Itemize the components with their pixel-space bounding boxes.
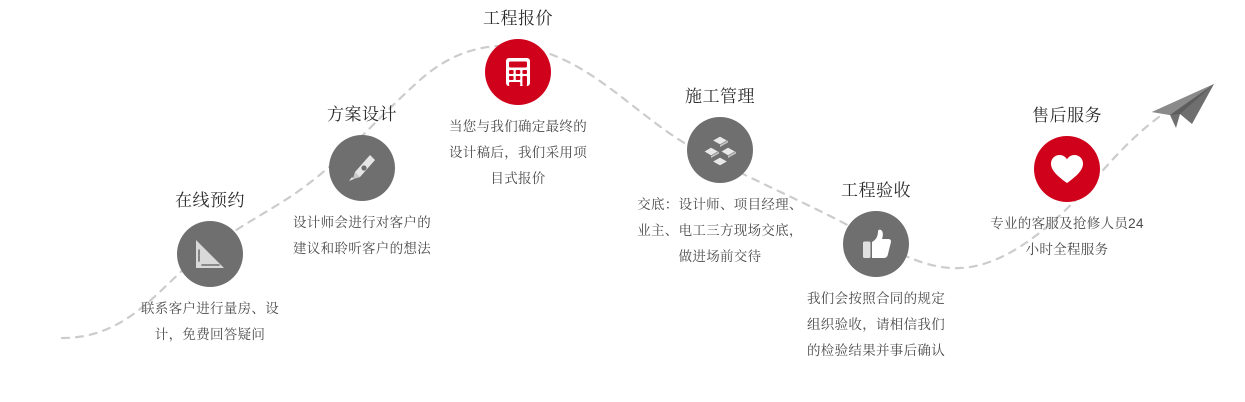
step-description: 我们会按照合同的规定组织验收，请相信我们的检验结果并事后确认	[807, 291, 945, 358]
step-description: 设计师会进行对客户的建议和聆听客户的想法	[293, 215, 431, 256]
step-description: 专业的客服及抢修人员24小时全程服务	[990, 216, 1144, 257]
flow-step-after-sales-service[interactable]	[977, 105, 1157, 263]
calculator-icon	[501, 55, 535, 89]
step-icon-badge[interactable]	[485, 39, 551, 105]
step-description: 交底：设计师、项目经理、业主、电工三方现场交底，做进场前交待	[637, 197, 803, 264]
pen-nib-icon	[345, 151, 379, 185]
step-title: 在线预约	[175, 191, 245, 210]
step-icon-badge[interactable]	[329, 135, 395, 201]
step-icon-badge[interactable]	[843, 211, 909, 277]
step-description: 联系客户进行量房、设计，免费回答疑问	[141, 301, 279, 342]
flow-step-construction-management[interactable]	[630, 86, 810, 270]
step-title: 工程验收	[841, 181, 911, 200]
paper-plane-icon	[1152, 84, 1214, 128]
boxes-icon	[702, 133, 738, 167]
thumbs-up-icon	[859, 227, 893, 261]
heart-icon	[1049, 152, 1085, 186]
flow-step-scheme-design[interactable]	[272, 104, 452, 262]
flow-step-project-acceptance[interactable]	[786, 180, 966, 364]
step-icon-badge[interactable]	[1034, 136, 1100, 202]
step-title: 工程报价	[483, 9, 553, 28]
step-title: 售后服务	[1032, 106, 1102, 125]
flow-step-project-quotation[interactable]	[428, 8, 608, 192]
step-title: 方案设计	[327, 105, 397, 124]
step-title: 施工管理	[685, 87, 755, 106]
step-icon-badge[interactable]	[687, 117, 753, 183]
ruler-icon	[193, 237, 227, 271]
step-description: 当您与我们确定最终的设计稿后，我们采用项目式报价	[449, 119, 587, 186]
step-icon-badge[interactable]	[177, 221, 243, 287]
